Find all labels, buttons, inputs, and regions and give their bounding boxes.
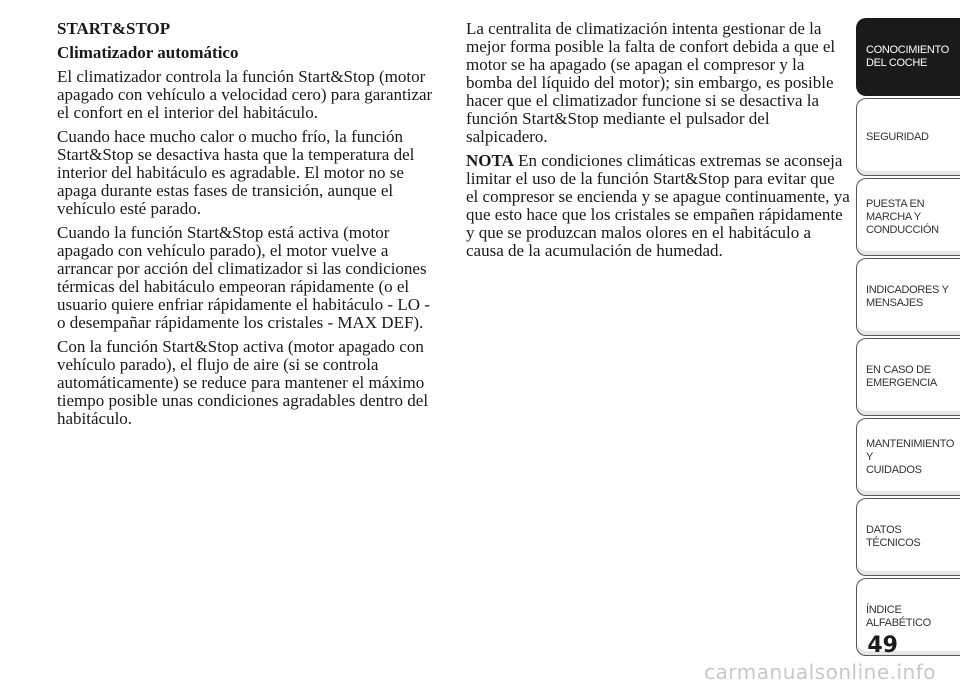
- tab-label: PUESTA EN MARCHA Y CONDUCCIÓN: [866, 197, 939, 236]
- tab-indicadores-y-mensajes[interactable]: [856, 258, 960, 336]
- page-number: 49: [867, 633, 898, 658]
- tab-seguridad[interactable]: [856, 98, 960, 176]
- body-paragraph: La centralita de climatización intenta gestionar de la mejor forma posible la falta de confort debida a que el motor se ha apagado (se apagan el compresor y la bomba del líquido del motor); sin embargo, es posible hacer que el climatizador funcione si se desactiva la función Start&Stop mediante el pulsador del salpicadero.: [466, 19, 836, 146]
- tab-label: MANTENIMIENTO Y CUIDADOS: [866, 437, 955, 476]
- tab-mantenimiento[interactable]: [856, 418, 960, 496]
- left-column: [57, 20, 442, 434]
- body-paragraph: Con la función Start&Stop activa (motor apagado con vehículo parado), el flujo de aire (si se controla automáticamente) se reduce para mantener el máximo tiempo posible unas condiciones agradables dentro del habitáculo.: [57, 337, 429, 428]
- chapter-tabs: [856, 18, 960, 658]
- body-paragraph: Cuando hace mucho calor o mucho frío, la función Start&Stop se desactiva hasta que la temperatura del interior del habitáculo es agradable. El motor no se apaga durante estas fases de transición, aunque el vehículo esté parado.: [57, 127, 415, 218]
- nota-label: NOTA: [466, 151, 514, 170]
- tab-label: ÍNDICE ALFABÉTICO: [866, 604, 931, 629]
- body-paragraph: Cuando la función Start&Stop está activa (motor apagado con vehículo parado), el motor vuelve a arrancar por acción del climatizador si las condiciones térmicas del habitáculo empeoran rápidamente (o el usuario quiere enfriar rápidamente el habitáculo - LO - o desempañar rápidamente los cristales - MAX DEF).: [57, 223, 430, 332]
- tab-label: SEGURIDAD: [866, 130, 929, 143]
- tab-en-caso-de-emergencia[interactable]: [856, 338, 960, 416]
- tab-label: EN CASO DE EMERGENCIA: [866, 364, 937, 389]
- watermark: carmanualsonline.info: [704, 660, 936, 684]
- tab-conocimiento-del-coche[interactable]: [856, 18, 960, 96]
- nota-text: En condiciones climáticas extremas se aconseja limitar el uso de la función Start&Stop para evitar que el compresor se encienda y se apague continuamente, ya que esto hace que los cristales se empañen rápidamente y que se produzcan malos olores en el habitáculo a causa de la acumulación de humedad.: [466, 151, 850, 260]
- section-title: START&STOP: [57, 19, 171, 38]
- tab-datos-tecnicos[interactable]: [856, 498, 960, 576]
- nota-paragraph: [466, 152, 851, 260]
- tab-label: DATOS TÉCNICOS: [866, 524, 921, 549]
- section-subtitle: Climatizador automático: [57, 43, 239, 62]
- tab-puesta-en-marcha[interactable]: [856, 178, 960, 256]
- right-column: [466, 20, 851, 266]
- tab-label: CONOCIMIENTO DEL COCHE: [866, 44, 949, 69]
- tab-label: INDICADORES Y MENSAJES: [866, 284, 949, 309]
- body-paragraph: El climatizador controla la función Start&Stop (motor apagado con vehículo a velocidad cero) para garantizar el confort en el interior del habitáculo.: [57, 67, 433, 122]
